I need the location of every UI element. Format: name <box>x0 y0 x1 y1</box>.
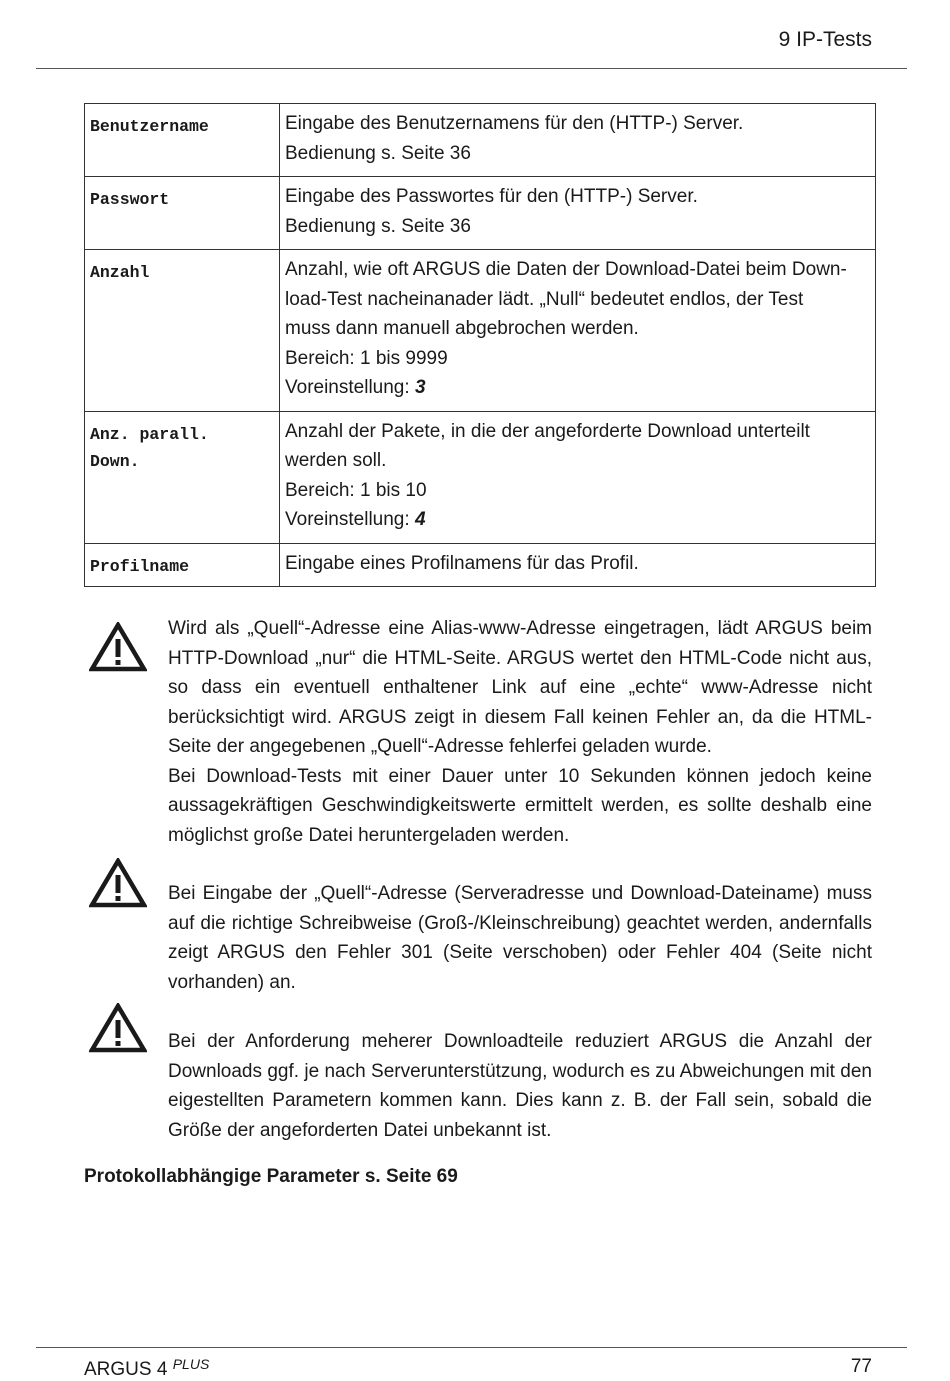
warning-note: Bei Eingabe der „Quell“-Adresse (Serveradresse und Download-Dateiname) muss auf die richtige Schreibweise (Groß-/Kleinschreibung) geachtet werden, andernfalls zeigt ARGUS den Fehler 301 (Seite verschoben) oder Fehler 404 (Seite nicht vorhanden) an. <box>168 883 872 993</box>
default-value: 3 <box>414 377 426 398</box>
default-value: 4 <box>414 509 426 530</box>
param-description: Anzahl der Pakete, in die der angeforderte Download unterteilt werden soll. Bereich: 1 bis 10 Voreinstellung: 4 <box>280 411 876 543</box>
param-description: Eingabe des Passwortes für den (HTTP-) Server. Bedienung s. Seite 36 <box>280 177 876 250</box>
footer-divider <box>36 1347 907 1348</box>
warning-triangle-icon <box>89 1003 147 1053</box>
param-name: Profilname <box>85 543 280 587</box>
table-row <box>85 250 876 412</box>
footer-product-name: ARGUS 4 $^{PLUS}$ <box>84 1356 210 1380</box>
header-divider <box>36 68 907 69</box>
param-description: Eingabe des Benutzernamens für den (HTTP-) Server. Bedienung s. Seite 36 <box>280 104 876 177</box>
table-row <box>85 543 876 587</box>
warning-note: Bei der Anforderung meherer Downloadteile reduziert ARGUS die Anzahl der Downloads ggf. je nach Serverunterstützung, wodurch es zu Abweichungen mit den eigestellten Parametern kommen kann. Dies kann z. B. der Fall sein, sobald die Größe der angeforderten Datei unbekannt ist. <box>168 1031 872 1141</box>
table-row <box>85 411 876 543</box>
protocol-parameters-reference: Protokollabhängige Parameter s. Seite 69 <box>84 1166 458 1187</box>
warning-triangle-icon <box>89 858 147 908</box>
param-name: Anzahl <box>85 250 280 412</box>
warning-note: Wird als „Quell“-Adresse eine Alias-www-Adresse eingetragen, lädt ARGUS beim HTTP-Download „nur“ die HTML-Seite. ARGUS wertet den HTML-Code nicht aus, so dass ein eventuell enthaltener Link auf eine „echte“ www-Adresse nicht berücksichtigt wird. ARGUS zeigt in diesem Fall keinen Fehler an, da die HTML-Seite der angegebenen „Quell“-Adresse fehlerfei geladen wurde. Bei Download-Tests mit einer Dauer unter 10 Sekunden können jedoch keine aussagekräftigen Geschwindigkeitswerte ermittelt werden, es sollte deshalb eine möglichst große Datei heruntergeladen werden. <box>168 618 872 846</box>
param-description: Anzahl, wie oft ARGUS die Daten der Download-Datei beim Down- load-Test nacheinanader lädt. „Null“ bedeutet endlos, der Test muss dann manuell abgebrochen werden. Bereich: 1 bis 9999 Voreinstellung: 3 <box>280 250 876 412</box>
table-row <box>85 104 876 177</box>
page-number: 77 <box>850 1356 872 1377</box>
param-name: Benutzername <box>85 104 280 177</box>
section-title: 9 IP-Tests <box>778 28 872 51</box>
param-description: Eingabe eines Profilnamens für das Profil. <box>280 543 876 587</box>
table-row <box>85 177 876 250</box>
param-name: Anz. parall. Down. <box>85 411 280 543</box>
warning-triangle-icon <box>89 622 147 672</box>
param-name: Passwort <box>85 177 280 250</box>
parameter-table <box>84 103 876 587</box>
